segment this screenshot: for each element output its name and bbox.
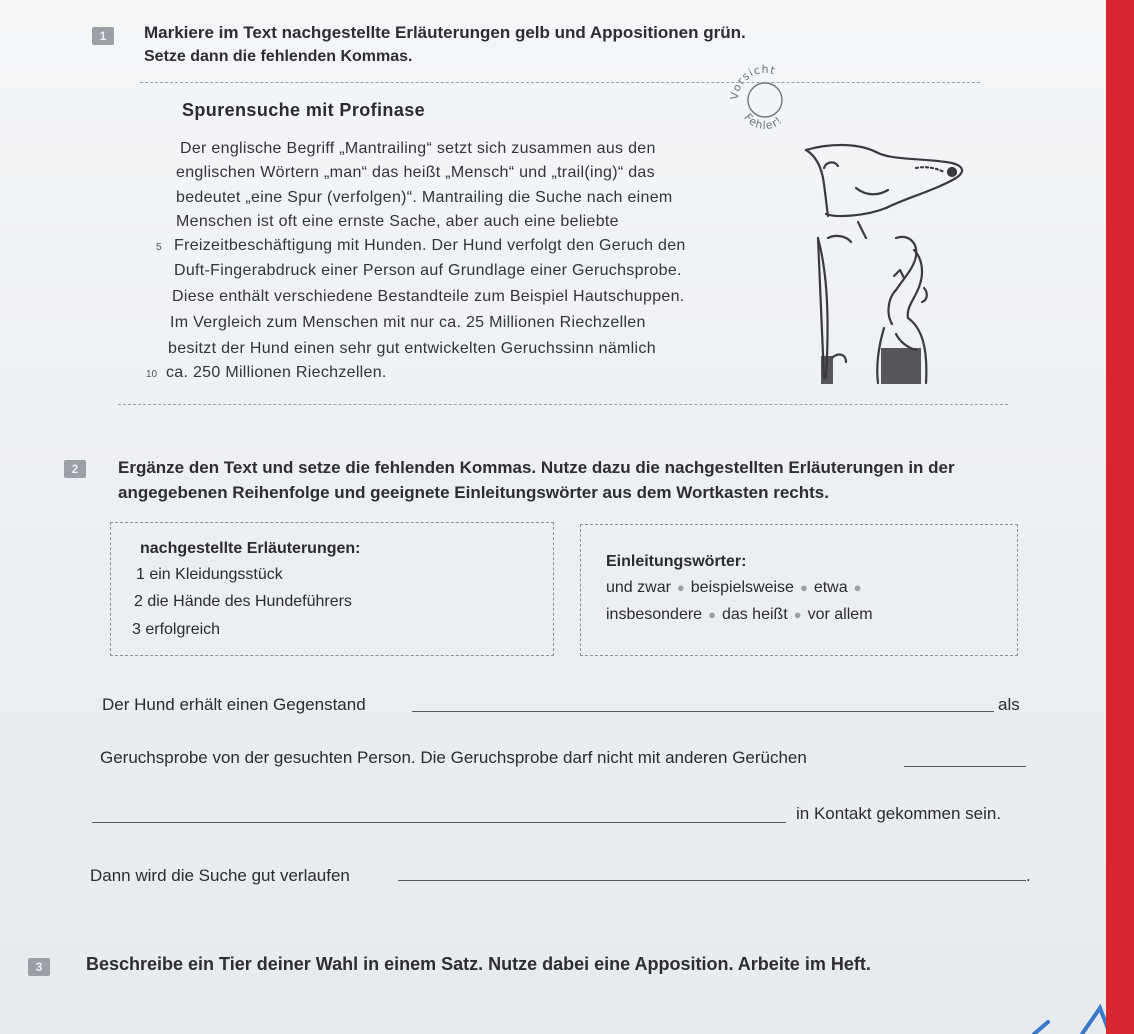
task-1-instruction-line-1: Markiere im Text nachgestellte Erläuterungen gelb und Appositionen grün. bbox=[144, 23, 746, 42]
text-line-9: besitzt der Hund einen sehr gut entwickelten Geruchssinn nämlich bbox=[168, 340, 656, 357]
stamp-top-text: Vorsicht bbox=[728, 62, 778, 101]
red-page-edge bbox=[1106, 0, 1134, 1034]
sentence-4-start: Dann wird die Suche gut verlaufen bbox=[90, 866, 350, 885]
sentence-4-end: . bbox=[1026, 866, 1031, 885]
svg-text:Fehler! bbox=[741, 111, 785, 132]
erlaeuterung-1: 1 ein Kleidungsstück bbox=[136, 566, 283, 583]
sentence-2-start: Geruchsprobe von der gesuchten Person. Die Geruchsprobe darf nicht mit anderen Gerüchen bbox=[100, 748, 807, 767]
word-insbesondere: insbesondere bbox=[606, 606, 703, 623]
erlaeuterung-3: 3 erfolgreich bbox=[132, 621, 221, 638]
word-und-zwar: und zwar bbox=[606, 579, 671, 596]
einleitungswoerter-row-1 bbox=[606, 579, 867, 597]
word-etwa: etwa bbox=[813, 579, 848, 596]
text-line-8: Im Vergleich zum Menschen mit nur ca. 25 Millionen Riechzellen bbox=[170, 314, 646, 331]
sentence-1-start: Der Hund erhält einen Gegenstand bbox=[102, 695, 366, 714]
einleitungswoerter-row-2 bbox=[606, 606, 873, 624]
task-2-instruction-line-2: angegebenen Reihenfolge und geeignete Einleitungswörter aus dem Wortkasten rechts. bbox=[118, 483, 829, 502]
stamp-bottom-text: Fehler! bbox=[741, 111, 786, 132]
text-box-title: Spurensuche mit Profinase bbox=[182, 100, 426, 120]
text-line-3: bedeutet „eine Spur (verfolgen)“. Mantrailing die Suche nach einem bbox=[176, 189, 673, 206]
bullet-icon: ● bbox=[676, 580, 685, 595]
word-beispielsweise: beispielsweise bbox=[690, 579, 794, 596]
text-line-1: Der englische Begriff „Mantrailing“ setzt sich zusammen aus den bbox=[180, 140, 656, 157]
einleitungswoerter-title: Einleitungswörter: bbox=[606, 553, 747, 570]
line-number-5: 5 bbox=[156, 242, 162, 253]
bullet-icon: ● bbox=[793, 607, 802, 622]
text-line-7: Diese enthält verschiedene Bestandteile zum Beispiel Hautschuppen. bbox=[172, 288, 685, 305]
task-3-instruction: Beschreibe ein Tier deiner Wahl in einem Satz. Nutze dabei eine Apposition. Arbeite im Heft. bbox=[86, 954, 871, 974]
blank-2a[interactable] bbox=[904, 766, 1026, 767]
text-box-bottom-rule bbox=[118, 404, 1008, 405]
bullet-icon: ● bbox=[708, 607, 716, 622]
text-line-2: englischen Wörtern „man“ das heißt „Mensch“ und „trail(ing)“ das bbox=[176, 164, 655, 181]
sentence-3-end: in Kontakt gekommen sein. bbox=[796, 804, 1002, 823]
task-1-instruction-line-2: Setze dann die fehlenden Kommas. bbox=[144, 48, 413, 65]
blank-2b[interactable] bbox=[92, 822, 786, 823]
text-box-top-rule bbox=[140, 82, 980, 83]
bullet-icon: ● bbox=[799, 580, 808, 595]
word-das-heisst: das heißt bbox=[721, 606, 788, 623]
task-1-badge: 1 bbox=[92, 27, 114, 45]
blank-3[interactable] bbox=[398, 880, 1026, 881]
sentence-1-end: als bbox=[998, 695, 1020, 714]
corner-pen-mark bbox=[1030, 1002, 1110, 1034]
line-number-10: 10 bbox=[146, 369, 158, 380]
task-3-badge: 3 bbox=[28, 958, 50, 976]
bullet-icon: ● bbox=[853, 580, 862, 595]
blank-1[interactable] bbox=[412, 711, 994, 712]
task-2-instruction-line-1: Ergänze den Text und setze die fehlenden Kommas. Nutze dazu die nachgestellten Erläuterungen in der bbox=[118, 458, 955, 477]
erlaeuterung-2: 2 die Hände des Hundeführers bbox=[134, 593, 352, 610]
text-line-10: ca. 250 Millionen Riechzellen. bbox=[166, 364, 387, 381]
text-line-5: Freizeitbeschäftigung mit Hunden. Der Hund verfolgt den Geruch den bbox=[174, 237, 686, 254]
task-2-badge: 2 bbox=[64, 460, 86, 478]
word-vor-allem: vor allem bbox=[807, 606, 873, 623]
dog-and-man-illustration bbox=[796, 138, 972, 388]
text-line-4: Menschen ist oft eine ernste Sache, aber auch eine beliebte bbox=[176, 213, 619, 230]
vorsicht-fehler-stamp bbox=[728, 62, 802, 132]
erlaeuterungen-title: nachgestellte Erläuterungen: bbox=[140, 540, 361, 557]
text-line-6: Duft-Fingerabdruck einer Person auf Grundlage einer Geruchsprobe. bbox=[174, 262, 682, 279]
